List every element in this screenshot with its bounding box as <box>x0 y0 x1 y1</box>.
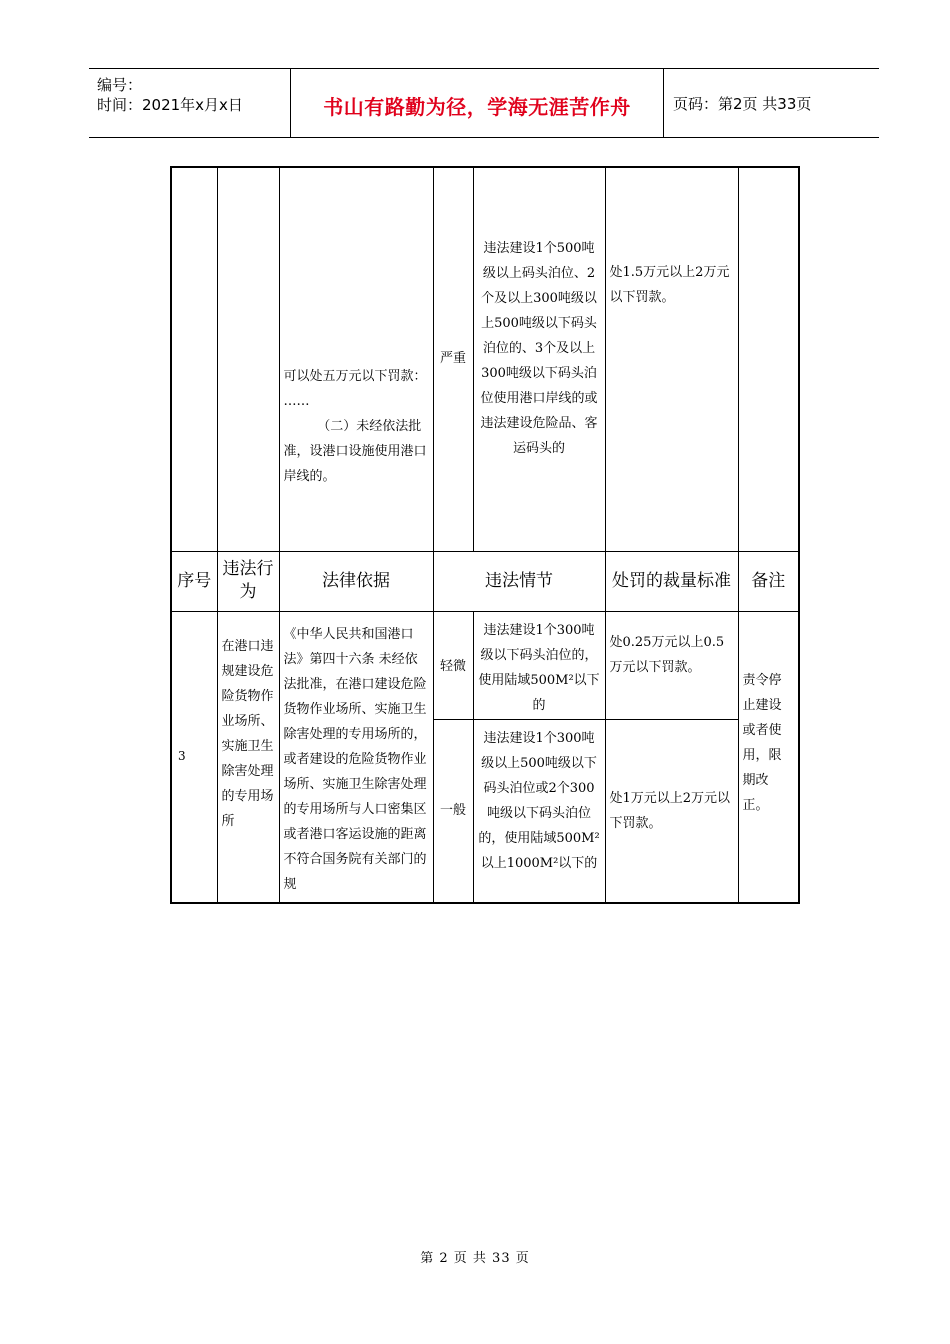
table-row <box>171 611 799 719</box>
table-row-continued <box>171 167 799 551</box>
cell-remark-empty <box>738 167 799 551</box>
header-page-info: 页码：第2页 共33页 <box>673 95 812 113</box>
cell-penalty <box>605 719 738 903</box>
col-header-act: 违法行为 <box>217 551 279 611</box>
cell-row-number: 3 <box>171 611 217 903</box>
penalty-text: 处1万元以上2万元以下罚款。 <box>609 790 731 831</box>
cell-severity <box>433 611 473 719</box>
condition-text: 违法建设1个300吨级以上500吨级以下码头泊位或2个300吨级以下码头泊位的，使用陆域500M²以上1000M²以下的 <box>478 730 600 871</box>
header-number-label: 编号： <box>97 76 143 94</box>
penalty-text: 处0.25万元以上0.5万元以下罚款。 <box>609 634 725 675</box>
header-divider <box>663 69 664 137</box>
severity-label: 轻微 <box>439 658 466 674</box>
cell-law-basis <box>279 611 433 903</box>
page-header <box>89 68 879 138</box>
cell-condition <box>473 167 605 551</box>
cell-act-empty <box>217 167 279 551</box>
col-header-remark: 备注 <box>738 551 799 611</box>
col-header-circumstance: 违法情节 <box>433 551 605 611</box>
law-basis-text: 《中华人民共和国港口法》第四十六条 未经依法批准，在港口建设危险货物作业场所、实施卫生除害处理的专用场所的，或者建设的危险货物作业场所、实施卫生除害处理的专用场所与人口密集区或者港口客运设施的距离不符合国务院有关部门的规 <box>283 626 427 892</box>
cell-remark <box>738 611 799 903</box>
penalty-table <box>170 166 800 904</box>
cell-penalty <box>605 611 738 719</box>
header-motto: 书山有路勤为径，学海无涯苦作舟 <box>323 95 631 119</box>
law-text-ellipsis: …… <box>283 394 310 409</box>
cell-penalty <box>605 167 738 551</box>
condition-text: 违法建设1个300吨级以下码头泊位的，使用陆域500M²以下的 <box>478 622 600 713</box>
cell-no-empty <box>171 167 217 551</box>
header-time-label: 时间：2021年x月x日 <box>97 96 243 114</box>
col-header-penalty: 处罚的裁量标准 <box>605 551 738 611</box>
cell-violation-act <box>217 611 279 903</box>
page-footer: 第 2 页 共 33 页 <box>420 1251 530 1266</box>
table-header-row <box>171 551 799 611</box>
condition-text: 违法建设1个500吨级以上码头泊位、2个及以上300吨级以上500吨级以下码头泊位的、3个及以上300吨级以下码头泊位使用港口岸线的或违法建设危险品、客运码头的 <box>480 241 598 456</box>
law-text-fine-limit: 可以处五万元以下罚款： <box>283 369 427 384</box>
cell-severity <box>433 167 473 551</box>
cell-law-basis <box>279 167 433 551</box>
severity-label: 严重 <box>439 351 466 366</box>
cell-severity: 一般 <box>433 719 473 903</box>
cell-condition <box>473 611 605 719</box>
penalty-text: 处1.5万元以上2万元以下罚款。 <box>609 265 730 305</box>
header-meta <box>97 75 243 115</box>
violation-act-text: 在港口违规建设危险货物作业场所、实施卫生除害处理的专用场所 <box>221 638 274 829</box>
cell-condition <box>473 719 605 903</box>
col-header-law: 法律依据 <box>279 551 433 611</box>
col-header-no: 序号 <box>171 551 217 611</box>
law-text-clause-2: （二）未经依法批准，设港口设施使用港口岸线的。 <box>283 419 427 484</box>
remark-text: 责令停止建设或者使用，限期改正。 <box>742 672 782 813</box>
